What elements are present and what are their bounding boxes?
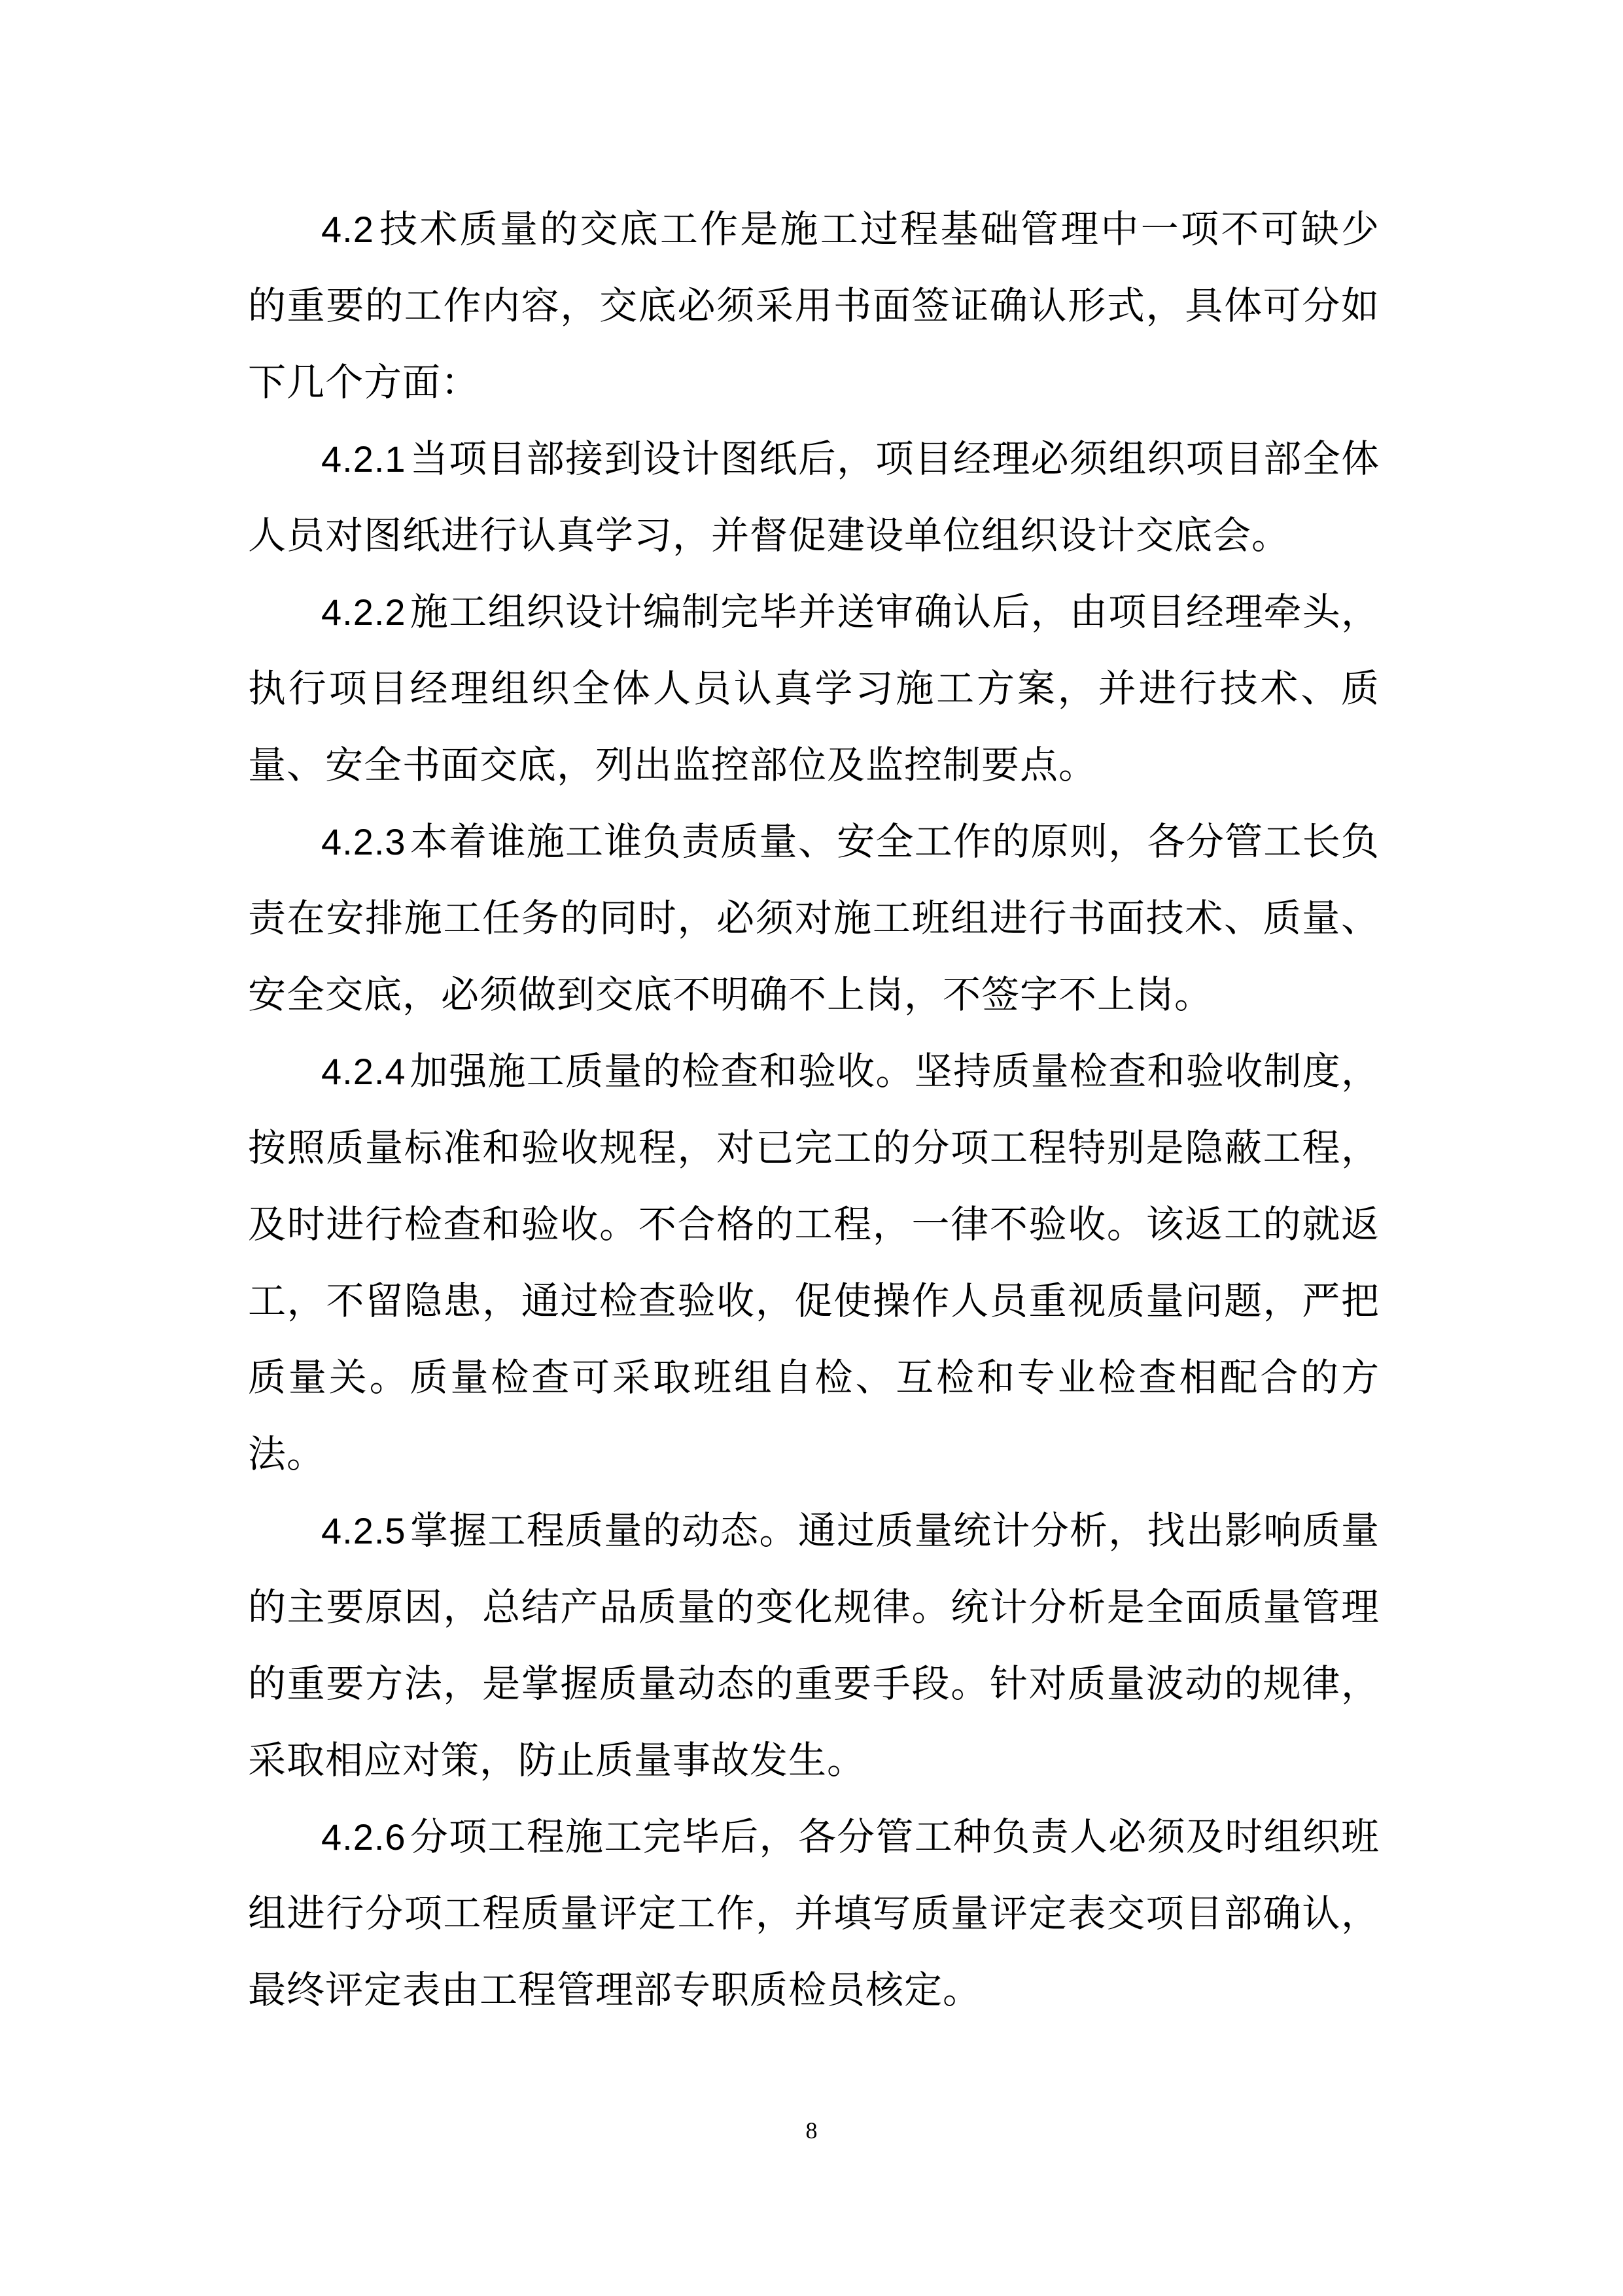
paragraph-text: 施工组织设计编制完毕并送审确认后，由项目经理牵头，执行项目经理组织全体人员认真学习施工方案，并进行技术、质量、安全书面交底，列出监控部位及监控制要点。: [248, 590, 1380, 787]
paragraph-text: 当项目部接到设计图纸后，项目经理必须组织项目部全体人员对图纸进行认真学习，并督促建设单位组织设计交底会。: [248, 436, 1380, 557]
paragraph-4-2-3: [248, 804, 1380, 1033]
section-number: 4.2.1: [321, 438, 406, 480]
paragraph-text: 加强施工质量的检查和验收。坚持质量检查和验收制度，按照质量标准和验收规程，对已完工的分项工程特别是隐蔽工程，及时进行检查和验收。不合格的工程，一律不验收。该返工的就返工，不留隐患，通过检查验收，促使操作人员重视质量问题，严把质量关。质量检查可采取班组自检、互检和专业检查相配合的方法。: [248, 1049, 1380, 1476]
section-number: 4.2.4: [321, 1051, 406, 1092]
paragraph-4-2-5: [248, 1492, 1380, 1799]
section-number: 4.2.6: [321, 1816, 406, 1858]
section-number: 4.2: [321, 209, 374, 250]
paragraph-4-2-4: [248, 1033, 1380, 1492]
paragraph-text: 分项工程施工完毕后，各分管工种负责人必须及时组织班组进行分项工程质量评定工作，并填写质量评定表交项目部确认，最终评定表由工程管理部专职质检员核定。: [248, 1814, 1380, 2012]
paragraph-text: 掌握工程质量的动态。通过质量统计分析，找出影响质量的主要原因，总结产品质量的变化规律。统计分析是全面质量管理的重要方法，是掌握质量动态的重要手段。针对质量波动的规律，采取相应对策，防止质量事故发生。: [248, 1508, 1380, 1782]
paragraph-4-2: [248, 191, 1380, 421]
document-body: [248, 191, 1380, 2028]
section-number: 4.2.2: [321, 592, 406, 633]
paragraph-4-2-2: [248, 574, 1380, 804]
paragraph-4-2-6: [248, 1799, 1380, 2028]
section-number: 4.2.5: [321, 1510, 406, 1551]
page-number: 8: [805, 2117, 818, 2144]
paragraph-text: 本着谁施工谁负责质量、安全工作的原则，各分管工长负责在安排施工任务的同时，必须对施工班组进行书面技术、质量、安全交底，必须做到交底不明确不上岗，不签字不上岗。: [248, 819, 1380, 1017]
paragraph-text: 技术质量的交底工作是施工过程基础管理中一项不可缺少的重要的工作内容，交底必须采用书面签证确认形式，具体可分如下几个方面：: [248, 207, 1380, 404]
paragraph-4-2-1: [248, 421, 1380, 574]
section-number: 4.2.3: [321, 821, 406, 862]
